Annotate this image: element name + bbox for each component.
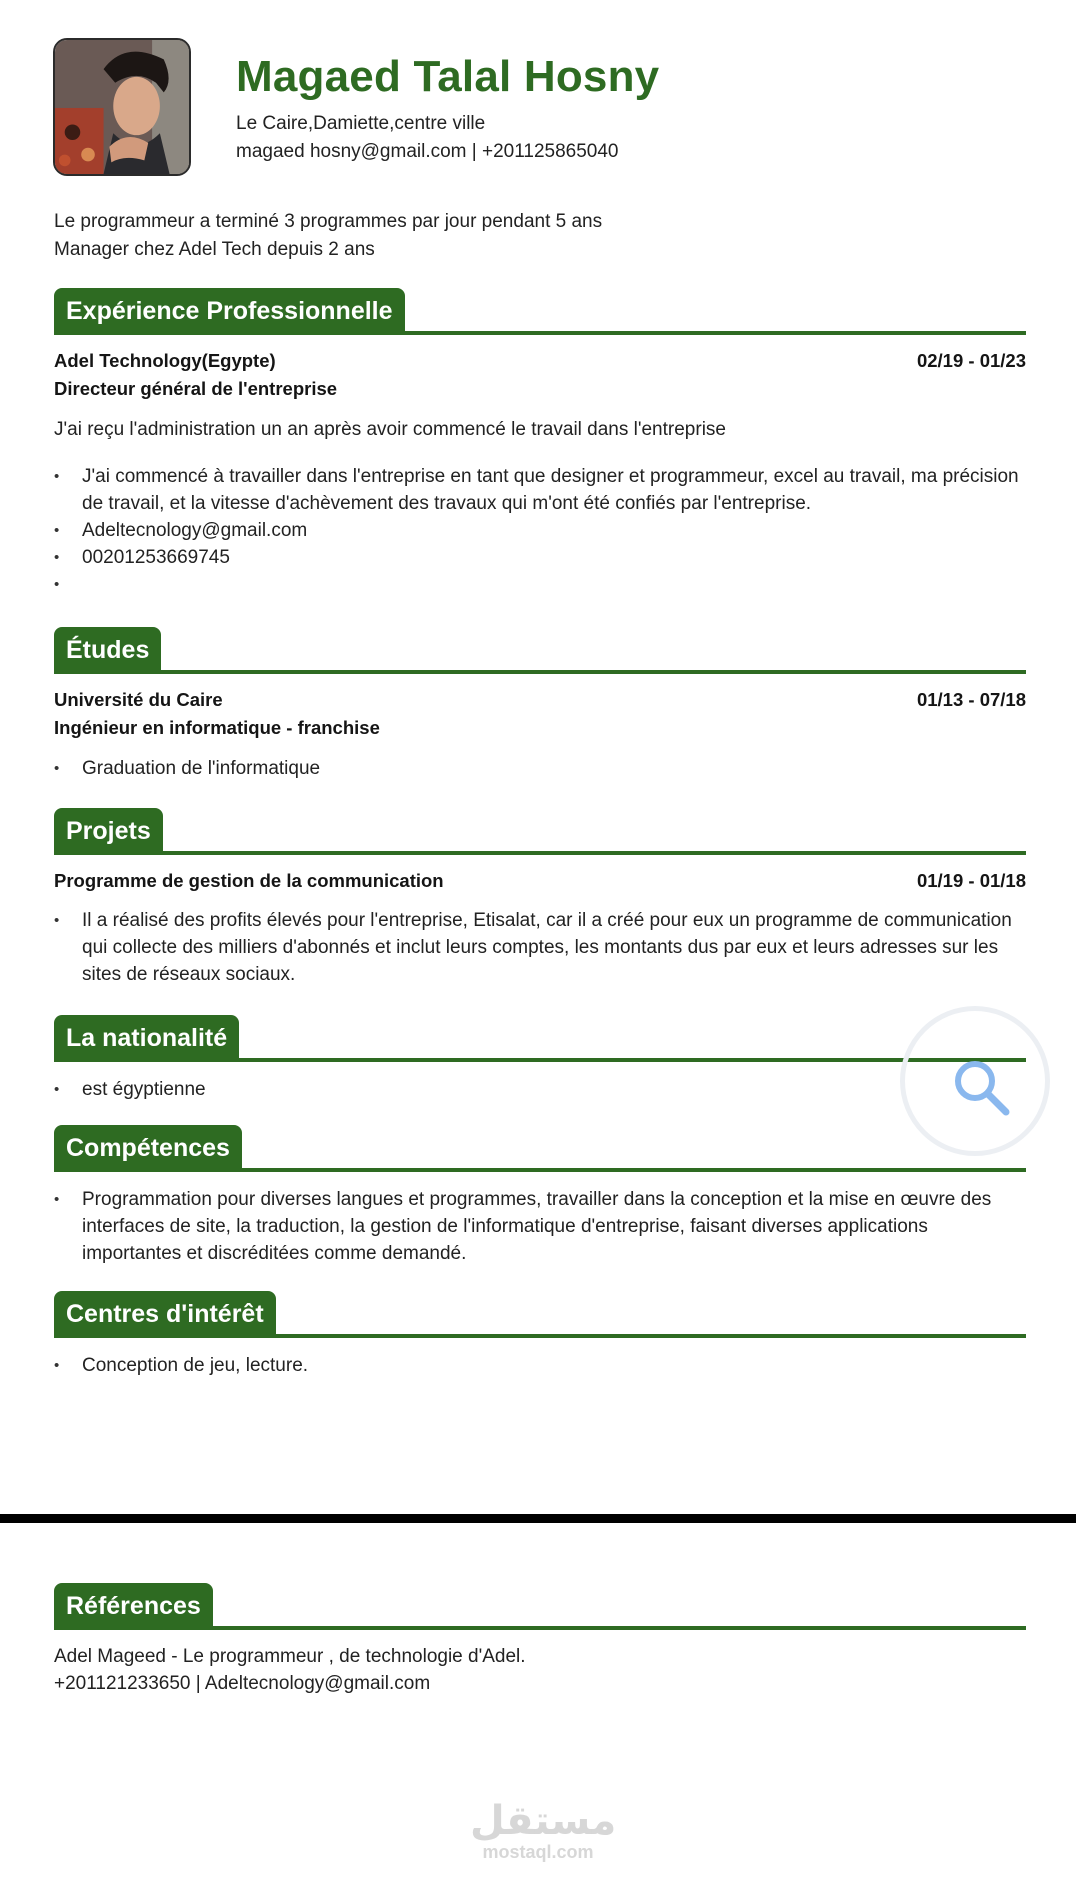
nationality-section [54, 1015, 1026, 1103]
section-divider [54, 851, 1026, 855]
job-title: Directeur général de l'entreprise [54, 378, 338, 399]
section-divider [54, 1058, 1026, 1062]
project-header-row [54, 867, 1026, 895]
company-name: Adel Technology(Egypte) [54, 350, 276, 371]
profile-photo-image [55, 40, 189, 174]
summary-line: Le programmeur a terminé 3 programmes par jour pendant 5 ans [54, 211, 603, 232]
list-item: • Adeltecnology@gmail.com [54, 517, 1026, 544]
email-phone: magaed hosny@gmail.com | +201125865040 [236, 141, 619, 162]
list-item: • Programmation pour diverses langues et programmes, travailler dans la conception et la mise en œuvre des interfaces de site, la traduction, la gestion de l'informatique d'entreprise, faisant diverses applications importantes et discréditées comme demandé. [54, 1186, 1026, 1267]
section-title: Études [54, 627, 161, 670]
section-header [54, 1125, 1026, 1173]
section-title: Références [54, 1583, 213, 1626]
section-title: Expérience Professionnelle [54, 288, 405, 331]
watermark-logo: مستقل [470, 1798, 617, 1844]
watermark-url: mostaql.com [482, 1842, 594, 1862]
list-item: • est égyptienne [54, 1076, 1026, 1103]
section-header [54, 1015, 1026, 1063]
section-title: Compétences [54, 1125, 242, 1168]
experience-dates: 02/19 - 01/23 [916, 350, 1026, 371]
school-name: Université du Caire [54, 689, 223, 710]
list-item: • J'ai commencé à travailler dans l'entreprise en tant que designer et programmeur, excel au travail, ma précision de travail, et la vitesse d'achèvement des travaux qui m'ont été confiés par l'entreprise. [54, 463, 1026, 517]
degree: Ingénieur en informatique - franchise [54, 717, 380, 738]
interests-bullets [54, 1352, 1026, 1379]
search-button[interactable] [900, 1006, 1050, 1156]
skills-section [54, 1125, 1026, 1267]
section-title: Centres d'intérêt [54, 1291, 276, 1334]
list-item [54, 571, 1026, 598]
skills-bullets [54, 1186, 1026, 1267]
section-title: La nationalité [54, 1015, 239, 1058]
section-divider [54, 331, 1026, 335]
list-item: • 00201253669745 [54, 544, 1026, 571]
summary-line: Manager chez Adel Tech depuis 2 ans [54, 239, 375, 260]
section-divider [54, 670, 1026, 674]
experience-header-row [54, 347, 1026, 375]
education-dates: 01/13 - 07/18 [916, 689, 1026, 710]
profile-photo [53, 38, 191, 176]
contact-block [236, 110, 619, 166]
address: Le Caire,Damiette,centre ville [236, 113, 486, 134]
projects-section [54, 808, 1026, 988]
education-header-row [54, 686, 1026, 714]
section-title: Projets [54, 808, 163, 851]
list-item: • Conception de jeu, lecture. [54, 1352, 1026, 1379]
section-divider [54, 1168, 1026, 1172]
experience-bullets [54, 463, 1026, 598]
watermark [470, 1798, 617, 1862]
section-header [54, 1291, 1026, 1339]
project-dates: 01/19 - 01/18 [916, 870, 1026, 891]
project-name: Programme de gestion de la communication [54, 870, 444, 891]
list-item: • Il a réalisé des profits élevés pour l'entreprise, Etisalat, car il a créé pour eux un programme de communication qui collecte des milliers d'abonnés et inclut leurs comptes, les montants dus par eux et leurs adresses sur les sites de réseaux sociaux. [54, 907, 1026, 988]
education-section [54, 627, 1026, 782]
interests-section [54, 1291, 1026, 1379]
experience-section [54, 288, 1026, 598]
page-separator [0, 1514, 1076, 1523]
section-header [54, 808, 1026, 856]
section-header [54, 1583, 1026, 1631]
list-item: • Graduation de l'informatique [54, 755, 1026, 782]
candidate-name: Magaed Talal Hosny [236, 52, 660, 101]
section-divider [54, 1334, 1026, 1338]
search-icon [951, 1057, 1011, 1117]
section-header [54, 288, 1026, 336]
nationality-bullets [54, 1076, 1026, 1103]
education-bullets [54, 755, 1026, 782]
references-section [54, 1583, 1026, 1697]
job-description: J'ai reçu l'administration un an après avoir commencé le travail dans l'entreprise [54, 419, 726, 440]
section-divider [54, 1626, 1026, 1630]
reference-name: Adel Mageed - Le programmeur , de technologie d'Adel. [54, 1646, 526, 1667]
reference-contact: +201121233650 | Adeltecnology@gmail.com [54, 1673, 431, 1694]
section-header [54, 627, 1026, 675]
profile-summary [54, 208, 602, 264]
project-bullets [54, 907, 1026, 988]
